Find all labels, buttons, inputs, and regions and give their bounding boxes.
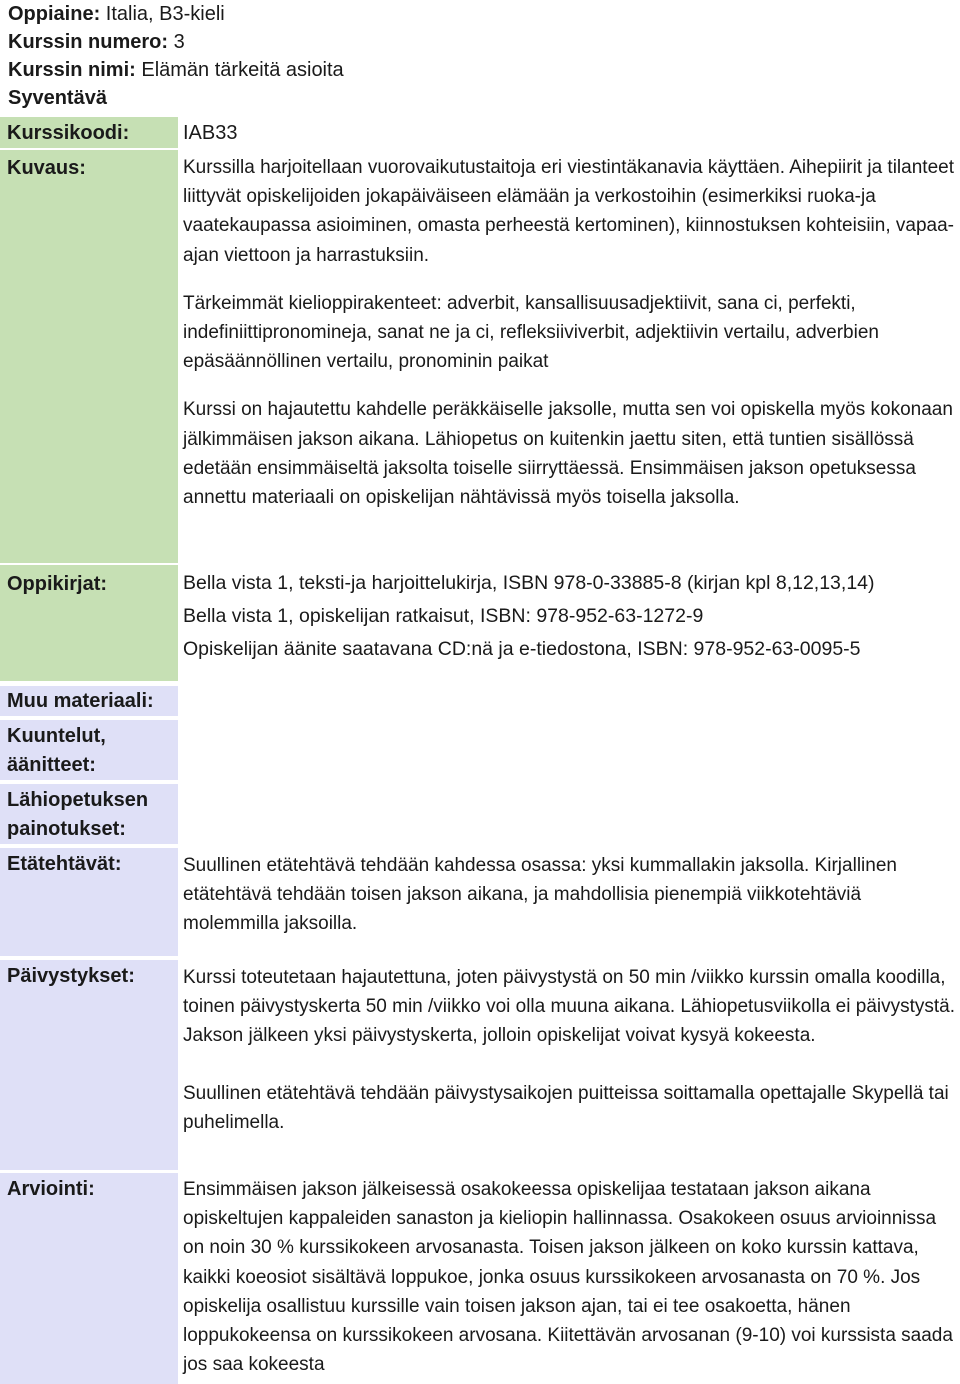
office-hours-text	[183, 963, 958, 1137]
description-paragraph: Kurssilla harjoitellaan vuorovaikutustaitoja eri viestintäkanavia käyttäen. Aihepiirit ja tilanteet liittyvät opiskelijoiden jokapäiväiseen elämään ja verkostoihin (esimerkiksi ruoka-ja vaatekaupassa asioiminen, omasta perheestä kertominen), kiinnostuksen kohteisiin, vapaa-ajan viettoon ja harrastuksiin.	[183, 157, 954, 266]
course-name-label: Kurssin nimi:	[8, 59, 136, 81]
contact-teaching-label	[0, 784, 178, 844]
textbook-item: Bella vista 1, teksti-ja harjoittelukirja, ISBN 978-0-33885-8 (kirjan kpl 8,12,13,14)	[183, 572, 875, 594]
assessment-label: Arviointi:	[0, 1173, 178, 1384]
assessment-text: Ensimmäisen jakson jälkeisessä osakokeessa opiskelijaa testataan jakson aikana opiskeltujen kappaleiden sanaston ja kieliopin hallinnassa. Osakokeen osuus arvioinnissa on noin 30 % kurssikokeen arvosanasta. Toisen jakson jälkeen on koko kurssin kattava, kaikki koeosiot sisältävä loppukoe, jonka osuus kurssikokeen arvosanasta on 70 %. Jos opiskelija osallistuu kurssille vain toisen jakson ajan, tai ei tee osakoetta, hänen loppukokeensa on kurssikokeen arvosana. Kiitettävän arvosanan (9-10) voi kurssista saada jos saa kokeesta	[183, 1179, 953, 1376]
listening-label-line2: äänitteet:	[7, 754, 96, 776]
course-code-value: IAB33	[183, 122, 238, 144]
description-label: Kuvaus:	[0, 150, 178, 563]
office-hours-paragraph: Suullinen etätehtävä tehdään päivystysaikojen puitteissa soittamalla opettajalle Skypellä tai puhelimella.	[183, 1082, 949, 1133]
office-hours-label: Päivystykset:	[0, 960, 178, 1170]
textbooks-label: Oppikirjat:	[0, 565, 178, 681]
other-material-label: Muu materiaali:	[0, 686, 178, 716]
course-name-value: Elämän tärkeitä asioita	[141, 59, 344, 81]
course-type: Syventävä	[8, 87, 107, 109]
course-code-label: Kurssikoodi:	[0, 117, 178, 148]
subject-line	[8, 0, 225, 29]
course-type-line	[8, 84, 107, 113]
course-number-label: Kurssin numero:	[8, 31, 169, 53]
course-name-line	[8, 56, 344, 85]
grammar-paragraph: Tärkeimmät kielioppirakenteet: adverbit, kansallisuusadjektiivit, sana ci, perfekti, indefiniittipronomineja, sanat ne ja ci, refleksiiviverbit, adjektiivin vertailu, adverbien epäsäännöllinen vertailu, pronominin paikat	[183, 292, 879, 373]
description-text	[183, 153, 958, 512]
office-hours-paragraph: Kurssi toteutetaan hajautettuna, joten päivystystä on 50 min /viikko kurssin omalla koodilla, toinen päivystyskerta 50 min /viikko voi olla muuna aikana. Lähiopetusviikolla ei päivystystä. Jakson jälkeen yksi päivystyskerta, jolloin opiskelijat voivat kysyä kokeesta.	[183, 967, 956, 1047]
textbook-item: Opiskelijan äänite saatavana CD:nä ja e-tiedostona, ISBN: 978-952-63-0095-5	[183, 638, 861, 661]
remote-tasks-text: Suullinen etätehtävä tehdään kahdessa osassa: yksi kummallakin jaksolla. Kirjallinen etätehtävä tehdään toisen jakson aikana, ja mahdollisia pienempiä viikkotehtäviä molemmilla jaksoilla.	[183, 855, 897, 935]
remote-tasks-label: Etätehtävät:	[0, 848, 178, 956]
listening-label-line1: Kuuntelut,	[7, 725, 106, 747]
textbook-item: Bella vista 1, opiskelijan ratkaisut, ISBN: 978-952-63-1272-9	[183, 605, 704, 628]
schedule-paragraph: Kurssi on hajautettu kahdelle peräkkäiselle jaksolle, mutta sen voi opiskella myös kokonaan jälkimmäisen jakson aikana. Lähiopetus on kuitenkin jaettu siten, että tuntien sisällössä edetään ensimmäiseltä jaksolta toiselle siirryttäessä. Ensimmäisen jakson opetuksessa annettu materiaali on opiskelijan nähtävissä myös toisella jaksolla.	[183, 399, 953, 509]
textbooks-list	[183, 569, 958, 665]
listening-label	[0, 720, 178, 780]
course-number-value: 3	[173, 31, 185, 53]
contact-teaching-label-line1: Lähiopetuksen	[7, 789, 149, 811]
subject-label: Oppiaine:	[8, 3, 101, 25]
course-number-line	[8, 28, 185, 57]
contact-teaching-label-line2: painotukset:	[7, 818, 126, 840]
subject-value: Italia, B3-kieli	[105, 3, 225, 25]
